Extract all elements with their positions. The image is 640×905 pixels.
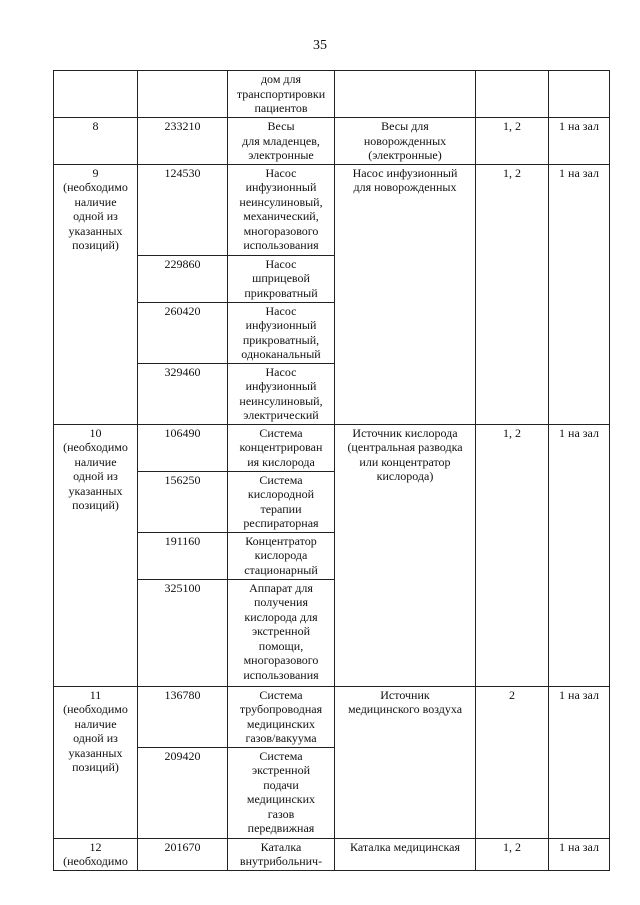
position-number-cell-line: позиций) bbox=[72, 760, 119, 774]
device-name-cell bbox=[228, 164, 335, 255]
device-name-cell-line: электрический bbox=[243, 408, 319, 422]
device-name-cell bbox=[228, 471, 335, 532]
device-name-cell-line: инфузионный bbox=[245, 180, 317, 194]
device-name-cell-line: кислородной bbox=[247, 487, 315, 501]
device-name-cell bbox=[228, 747, 335, 838]
device-name-cell-line: Насос bbox=[265, 303, 297, 318]
device-name-cell bbox=[228, 363, 335, 424]
code-cell: 124530 bbox=[138, 164, 228, 255]
quantity-cell: 1 на зал bbox=[549, 164, 610, 424]
device-name-cell bbox=[228, 71, 335, 118]
device-name-cell-line: газов/вакуума bbox=[245, 731, 317, 745]
position-number-cell bbox=[54, 838, 138, 870]
device-name-cell-line: экстренной bbox=[252, 624, 310, 638]
code-cell: 329460 bbox=[138, 363, 228, 424]
page-number: 35 bbox=[313, 38, 327, 53]
device-name-cell bbox=[228, 302, 335, 363]
device-name-cell-line: дом для bbox=[260, 72, 302, 86]
device-name-cell-line: Насос bbox=[265, 165, 297, 180]
device-name-cell-line: многоразового bbox=[243, 653, 319, 667]
code-cell: 136780 bbox=[138, 686, 228, 747]
code-cell: 233210 bbox=[138, 118, 228, 165]
device-name-cell-line: использования bbox=[243, 238, 319, 252]
device-name-cell-line: электронные bbox=[248, 148, 314, 162]
function-cell bbox=[335, 686, 476, 838]
position-number-cell-line: (необходимо bbox=[63, 440, 128, 454]
quantity-cell bbox=[549, 71, 610, 118]
code-cell: 191160 bbox=[138, 532, 228, 579]
device-name-cell-line: неинсулиновый, bbox=[239, 393, 323, 408]
device-name-cell bbox=[228, 424, 335, 471]
position-number-cell-line: 10 bbox=[89, 425, 102, 440]
position-number-cell-line: указанных bbox=[68, 483, 123, 498]
device-name-cell-line: многоразового bbox=[243, 223, 319, 238]
function-cell bbox=[335, 118, 476, 165]
device-name-cell-line: Насос bbox=[265, 364, 297, 379]
position-number-cell bbox=[54, 424, 138, 686]
function-cell-line: (центральная разводка bbox=[347, 440, 463, 454]
device-name-cell-line: Система bbox=[259, 687, 303, 702]
device-name-cell bbox=[228, 255, 335, 302]
position-number-cell-line: наличие bbox=[74, 454, 117, 469]
quantity-cell: 1 на зал bbox=[549, 118, 610, 165]
device-name-cell-line: экстренной bbox=[252, 763, 310, 777]
device-name-cell-line: транспортировки bbox=[236, 86, 326, 101]
section-cell bbox=[476, 71, 549, 118]
device-name-cell-line: Система bbox=[259, 748, 303, 763]
device-name-cell-line: Аппарат для bbox=[249, 580, 313, 595]
device-name-cell-line: медицинских bbox=[246, 792, 316, 806]
code-cell: 106490 bbox=[138, 424, 228, 471]
table-row bbox=[54, 686, 610, 747]
position-number-cell-line: наличие bbox=[74, 194, 117, 209]
function-cell-line: Насос инфузионный bbox=[352, 165, 458, 180]
position-number-cell-line: 9 bbox=[92, 165, 99, 180]
code-cell: 229860 bbox=[138, 255, 228, 302]
device-name-cell bbox=[228, 532, 335, 579]
position-number-cell-line: (необходимо bbox=[63, 702, 128, 716]
function-cell-line: Каталка медицинская bbox=[349, 839, 461, 854]
device-name-cell-line: медицинских bbox=[246, 716, 316, 731]
section-cell: 1, 2 bbox=[476, 838, 549, 870]
section-cell: 1, 2 bbox=[476, 424, 549, 686]
section-cell: 1, 2 bbox=[476, 164, 549, 424]
device-name-cell bbox=[228, 686, 335, 747]
device-name-cell-line: прикроватный bbox=[244, 285, 318, 300]
device-name-cell-line: инфузионный bbox=[245, 318, 317, 332]
device-name-cell-line: внутрибольнич- bbox=[239, 854, 323, 868]
device-name-cell-line: трубопроводная bbox=[239, 702, 323, 716]
position-number-cell bbox=[54, 71, 138, 118]
function-cell bbox=[335, 838, 476, 870]
position-number-cell-line: указанных bbox=[68, 223, 123, 238]
table-row bbox=[54, 164, 610, 255]
function-cell-line: Весы для bbox=[381, 119, 429, 133]
position-number-cell bbox=[54, 118, 138, 165]
device-name-cell-line: неинсулиновый, bbox=[239, 194, 323, 209]
device-name-cell-line: передвижная bbox=[247, 821, 315, 835]
function-cell bbox=[335, 71, 476, 118]
position-number-cell-line: одной из bbox=[73, 209, 118, 223]
section-cell: 1, 2 bbox=[476, 118, 549, 165]
code-cell: 209420 bbox=[138, 747, 228, 838]
code-cell: 156250 bbox=[138, 471, 228, 532]
device-name-cell-line: Система bbox=[259, 425, 303, 440]
device-name-cell-line: пациентов bbox=[254, 101, 308, 115]
device-name-cell-line: помощи, bbox=[258, 638, 304, 653]
code-cell: 260420 bbox=[138, 302, 228, 363]
device-name-cell bbox=[228, 579, 335, 686]
device-name-cell-line: респираторная bbox=[243, 516, 319, 530]
table-row bbox=[54, 118, 610, 165]
position-number-cell-line: (необходимо bbox=[63, 854, 128, 868]
device-name-cell-line: Система bbox=[259, 472, 303, 487]
device-name-cell-line: Весы bbox=[267, 119, 295, 133]
device-name-cell-line: шприцевой bbox=[252, 271, 310, 285]
device-name-cell-line: Концентратор bbox=[245, 533, 317, 548]
position-number-cell-line: одной из bbox=[73, 469, 118, 483]
quantity-cell: 1 на зал bbox=[549, 424, 610, 686]
position-number-cell-line: 8 bbox=[92, 119, 99, 133]
device-name-cell-line: ия кислорода bbox=[247, 454, 315, 469]
equipment-table bbox=[53, 70, 610, 871]
position-number-cell-line: позиций) bbox=[72, 238, 119, 252]
function-cell-line: кислорода) bbox=[376, 469, 434, 483]
function-cell-line: Источник кислорода bbox=[352, 425, 458, 440]
quantity-cell: 1 на зал bbox=[549, 838, 610, 870]
device-name-cell-line: получения bbox=[254, 595, 308, 609]
device-name-cell-line: кислорода для bbox=[244, 609, 318, 624]
table-row bbox=[54, 424, 610, 471]
quantity-cell: 1 на зал bbox=[549, 686, 610, 838]
function-cell-line: медицинского воздуха bbox=[347, 702, 463, 716]
device-name-cell-line: Насос bbox=[265, 256, 297, 271]
position-number-cell bbox=[54, 686, 138, 838]
function-cell-line: новорожденных bbox=[363, 133, 447, 148]
device-name-cell-line: концентрирован bbox=[239, 440, 323, 454]
device-name-cell bbox=[228, 118, 335, 165]
position-number-cell-line: указанных bbox=[68, 745, 123, 760]
position-number-cell-line: одной из bbox=[73, 731, 118, 745]
device-name-cell-line: подачи bbox=[263, 777, 299, 792]
code-cell bbox=[138, 71, 228, 118]
position-number-cell-line: 12 bbox=[89, 839, 102, 854]
function-cell-line: (электронные) bbox=[368, 148, 442, 162]
function-cell-line: для новорожденных bbox=[353, 180, 457, 194]
table-row bbox=[54, 71, 610, 118]
device-name-cell-line: одноканальный bbox=[241, 347, 321, 361]
code-cell: 325100 bbox=[138, 579, 228, 686]
device-name-cell-line: терапии bbox=[260, 501, 302, 516]
function-cell-line: или концентратор bbox=[359, 454, 451, 469]
device-name-cell-line: механический, bbox=[243, 209, 319, 223]
position-number-cell bbox=[54, 164, 138, 424]
device-name-cell-line: стационарный bbox=[244, 562, 318, 577]
code-cell: 201670 bbox=[138, 838, 228, 870]
device-name-cell-line: Каталка bbox=[260, 839, 302, 854]
position-number-cell-line: наличие bbox=[74, 716, 117, 731]
device-name-cell bbox=[228, 838, 335, 870]
table-row bbox=[54, 838, 610, 870]
device-name-cell-line: кислорода bbox=[254, 548, 308, 562]
device-name-cell-line: газов bbox=[267, 806, 295, 821]
function-cell bbox=[335, 424, 476, 686]
section-cell: 2 bbox=[476, 686, 549, 838]
position-number-cell-line: (необходимо bbox=[63, 180, 128, 194]
device-name-cell-line: использования bbox=[243, 667, 319, 682]
device-name-cell-line: инфузионный bbox=[245, 379, 317, 393]
device-name-cell-line: прикроватный, bbox=[242, 332, 320, 347]
function-cell-line: Источник bbox=[380, 687, 430, 702]
device-name-cell-line: для младенцев, bbox=[242, 133, 320, 148]
position-number-cell-line: 11 bbox=[89, 687, 102, 702]
position-number-cell-line: позиций) bbox=[72, 498, 119, 512]
function-cell bbox=[335, 164, 476, 424]
